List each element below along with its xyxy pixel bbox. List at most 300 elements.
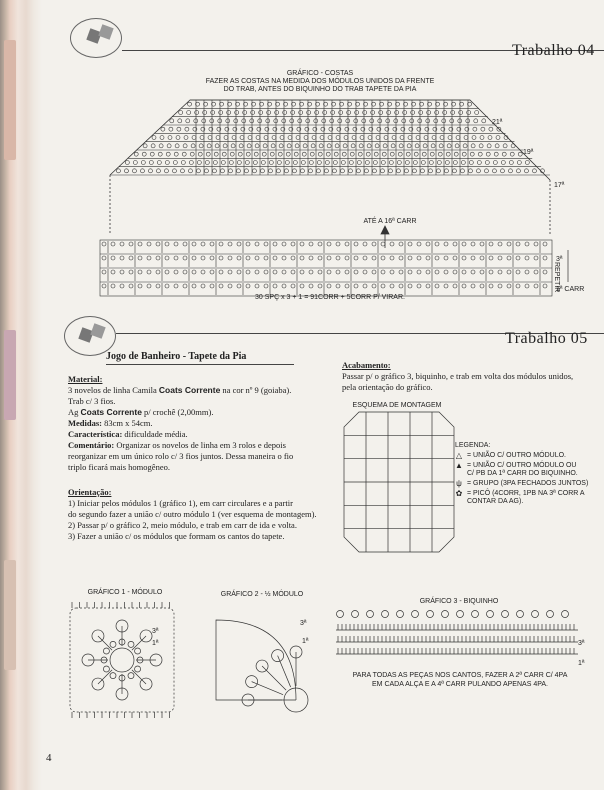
chain-stitch (263, 144, 267, 148)
chain-stitch (103, 648, 109, 654)
chain-stitch (273, 242, 277, 246)
chain-stitch (316, 169, 320, 173)
chain-stitch (173, 161, 177, 165)
chain-stitch (210, 256, 214, 260)
chain-stitch (381, 284, 385, 288)
chain-stitch (502, 152, 506, 156)
legend (455, 442, 603, 508)
chain-stitch (219, 256, 223, 260)
chain-stitch (343, 144, 347, 148)
esquema-montagem (344, 412, 454, 552)
picot-stitch (412, 611, 419, 618)
chain-stitch (197, 161, 201, 165)
chain-stitch (264, 284, 268, 288)
legend-item-3 (455, 480, 603, 488)
chain-stitch (248, 136, 252, 140)
chain-stitch (201, 256, 205, 260)
picot-stitch (427, 611, 434, 618)
section-title-mid: Trabalho 05 (505, 330, 588, 347)
chain-stitch (340, 169, 344, 173)
chain-stitch (111, 270, 115, 274)
chain-stitch (407, 144, 411, 148)
chain-stitch (334, 152, 338, 156)
chain-stitch (300, 242, 304, 246)
chain-stitch (188, 169, 192, 173)
chain-stitch (462, 152, 466, 156)
chain-stitch (167, 144, 171, 148)
chain-stitch (264, 242, 268, 246)
picot-stitch (517, 611, 524, 618)
chain-stitch (495, 144, 499, 148)
chain-stitch (237, 284, 241, 288)
article-title (106, 351, 246, 362)
chain-stitch (170, 119, 174, 123)
chain-stitch (264, 256, 268, 260)
chain-stitch (351, 144, 355, 148)
chain-stitch (125, 161, 129, 165)
chain-stitch (210, 270, 214, 274)
chain-stitch (462, 284, 466, 288)
chain-stitch (347, 111, 351, 115)
chain-stitch (259, 111, 263, 115)
chain-stitch (412, 169, 416, 173)
chain-stitch (288, 136, 292, 140)
chain-stitch (417, 284, 421, 288)
chain-stitch (387, 111, 391, 115)
costas-row-1: 1ª CARR (556, 286, 585, 293)
chain-stitch (138, 284, 142, 288)
picot-stitch (472, 611, 479, 618)
chain-stitch (397, 161, 401, 165)
chain-stitch (509, 161, 513, 165)
chain-stitch (165, 284, 169, 288)
chain-stitch (480, 284, 484, 288)
chain-stitch (471, 144, 475, 148)
chain-stitch (404, 169, 408, 173)
spoke-stitch (262, 666, 286, 690)
chain-stitch (516, 256, 520, 260)
material-line-3a: Ag (68, 407, 81, 417)
picot-stitch (562, 611, 569, 618)
chain-stitch (416, 136, 420, 140)
chain-stitch (336, 270, 340, 274)
chain-stitch (336, 242, 340, 246)
chain-stitch (453, 284, 457, 288)
chain-stitch (141, 161, 145, 165)
chain-stitch (174, 270, 178, 274)
chain-stitch (349, 161, 353, 165)
chain-stitch (525, 161, 529, 165)
chain-stitch (231, 144, 235, 148)
chain-stitch (488, 136, 492, 140)
chain-stitch (435, 284, 439, 288)
picot-stitch (532, 611, 539, 618)
chain-stitch (534, 284, 538, 288)
chain-stitch (462, 242, 466, 246)
caracteristica-value: dificuldade média. (122, 429, 188, 439)
chain-stitch (372, 284, 376, 288)
article-title-text: Jogo de Banheiro - Tapete da Pia (106, 351, 247, 362)
chain-stitch (264, 270, 268, 274)
chain-stitch (278, 152, 282, 156)
chain-stitch (360, 136, 364, 140)
grafico3-note-1: PARA TODAS AS PEÇAS NOS CANTOS, FAZER A 2ª CARR C/ 4PA (352, 672, 568, 679)
legend-item-4 (455, 490, 603, 506)
material-line-3b: p/ crochê (2,00mm). (141, 407, 214, 417)
chain-stitch (174, 152, 178, 156)
chain-stitch (359, 144, 363, 148)
chain-stitch (366, 152, 370, 156)
chain-stitch (372, 256, 376, 260)
chain-stitch (251, 111, 255, 115)
chain-stitch (158, 152, 162, 156)
chain-stitch (525, 242, 529, 246)
chain-stitch (471, 270, 475, 274)
chain-stitch (192, 242, 196, 246)
chain-stitch (363, 111, 367, 115)
chain-stitch (236, 169, 240, 173)
chain-stitch (219, 242, 223, 246)
filled-triangle-icon: ▲ (455, 461, 463, 470)
legend-item-2-line-2: C/ PB DA 1ª CARR DO BIQUINHO. (467, 470, 578, 477)
chain-stitch (282, 256, 286, 260)
chain-stitch (253, 161, 257, 165)
chain-stitch (498, 270, 502, 274)
chain-stitch (302, 152, 306, 156)
chain-stitch (543, 270, 547, 274)
chain-stitch (489, 127, 493, 131)
chain-stitch (440, 136, 444, 140)
chain-stitch (286, 152, 290, 156)
chain-stitch (203, 111, 207, 115)
chain-stitch (319, 144, 323, 148)
chain-stitch (345, 284, 349, 288)
chain-stitch (271, 144, 275, 148)
costas-note-1: FAZER AS COSTAS NA MEDIDA DOS MÓDULOS UNIDOS DA FRENTE (205, 78, 435, 85)
grafico1-row3: 3ª (152, 628, 159, 635)
grafico3-note-2: EM CADA ALÇA E A 4ª CARR PULANDO APENAS 4PA. (372, 681, 548, 688)
caracteristica-label: Característica: (68, 429, 123, 439)
chain-stitch (186, 119, 190, 123)
chain-stitch (219, 270, 223, 274)
chain-stitch (332, 169, 336, 173)
chain-stitch (246, 242, 250, 246)
chain-stitch (128, 673, 134, 679)
picot-stitch (382, 611, 389, 618)
chain-stitch (363, 270, 367, 274)
grafico1-row1: 1ª (152, 640, 159, 647)
picot-stitch (367, 611, 374, 618)
picot-stitch (457, 611, 464, 618)
chain-stitch (166, 152, 170, 156)
chain-stitch (392, 136, 396, 140)
chain-stitch (309, 256, 313, 260)
chain-stitch (174, 242, 178, 246)
chain-stitch (375, 144, 379, 148)
chain-stitch (399, 242, 403, 246)
chain-stitch (129, 284, 133, 288)
chain-stitch (525, 270, 529, 274)
chain-stitch (192, 256, 196, 260)
chain-stitch (303, 144, 307, 148)
chain-stitch (156, 169, 160, 173)
chain-stitch (400, 136, 404, 140)
chain-stitch (183, 270, 187, 274)
chain-stitch (157, 161, 161, 165)
grafico2-title: GRÁFICO 2 - ½ MÓDULO (220, 591, 304, 598)
chain-stitch (311, 144, 315, 148)
chain-stitch (282, 270, 286, 274)
chain-stitch (177, 127, 181, 131)
chain-stitch (280, 136, 284, 140)
chain-stitch (390, 242, 394, 246)
chain-stitch (102, 270, 106, 274)
chain-stitch (318, 152, 322, 156)
chain-stitch (159, 144, 163, 148)
chain-stitch (244, 169, 248, 173)
chain-stitch (461, 161, 465, 165)
spoke-stitch (278, 656, 291, 687)
chain-stitch (213, 161, 217, 165)
chain-stitch (382, 152, 386, 156)
chain-stitch (480, 256, 484, 260)
chain-stitch (471, 242, 475, 246)
chain-stitch (390, 152, 394, 156)
comentario-line-3: triplo ficará mais homogêneo. (68, 462, 170, 472)
chain-stitch (471, 256, 475, 260)
chain-stitch (335, 144, 339, 148)
chain-stitch (120, 256, 124, 260)
chain-stitch (284, 169, 288, 173)
chain-stitch (357, 161, 361, 165)
chain-stitch (318, 284, 322, 288)
chain-stitch (437, 161, 441, 165)
chain-stitch (390, 256, 394, 260)
chain-stitch (354, 270, 358, 274)
costas-row-19: 19ª (523, 149, 534, 156)
chain-stitch (445, 161, 449, 165)
chain-stitch (120, 284, 124, 288)
chain-stitch (534, 242, 538, 246)
chain-stitch (355, 111, 359, 115)
chain-stitch (339, 111, 343, 115)
chain-stitch (195, 111, 199, 115)
section-title-top: Trabalho 04 (512, 42, 595, 59)
chain-stitch (164, 169, 168, 173)
chain-stitch (309, 270, 313, 274)
chain-stitch (102, 242, 106, 246)
chain-stitch (444, 242, 448, 246)
chain-stitch (399, 144, 403, 148)
chain-stitch (341, 161, 345, 165)
comentario-line-2: reorganizar em um único rolo c/ 3 fios juntos. Dessa maneira o fio (68, 451, 294, 461)
section-logo-mid (64, 316, 116, 356)
chain-stitch (456, 136, 460, 140)
chain-stitch (207, 144, 211, 148)
chain-stitch (270, 152, 274, 156)
chain-stitch (255, 284, 259, 288)
picot-stitch (547, 611, 554, 618)
chain-stitch (389, 161, 393, 165)
chain-stitch (291, 270, 295, 274)
chain-stitch (273, 284, 277, 288)
chain-stitch (304, 136, 308, 140)
chain-stitch (420, 169, 424, 173)
chain-stitch (525, 284, 529, 288)
chain-stitch (116, 169, 120, 173)
chain-stitch (201, 242, 205, 246)
chain-stitch (174, 256, 178, 260)
chain-stitch (246, 152, 250, 156)
chain-stitch (276, 169, 280, 173)
chain-stitch (367, 144, 371, 148)
chain-stitch (507, 242, 511, 246)
chain-stitch (376, 136, 380, 140)
chain-stitch (510, 152, 514, 156)
chain-stitch (477, 161, 481, 165)
chain-stitch (435, 270, 439, 274)
chain-stitch (462, 270, 466, 274)
chain-stitch (399, 256, 403, 260)
chain-stitch (373, 161, 377, 165)
chain-stitch (264, 136, 268, 140)
chain-stitch (133, 161, 137, 165)
chain-stitch (211, 111, 215, 115)
chain-stitch (120, 242, 124, 246)
medidas-value: 83cm x 54cm. (102, 418, 153, 428)
chain-stitch (210, 242, 214, 246)
chain-stitch (381, 270, 385, 274)
chain-stitch (503, 144, 507, 148)
chain-stitch (318, 242, 322, 246)
chain-stitch (292, 169, 296, 173)
costas-chart (0, 0, 604, 320)
chain-stitch (348, 169, 352, 173)
chain-stitch (391, 144, 395, 148)
chain-stitch (198, 152, 202, 156)
chain-stitch (269, 161, 273, 165)
chain-stitch (323, 111, 327, 115)
chain-stitch (417, 256, 421, 260)
chain-stitch (135, 666, 141, 672)
chain-stitch (408, 270, 412, 274)
chain-stitch (414, 152, 418, 156)
chain-stitch (287, 144, 291, 148)
chain-stitch (255, 256, 259, 260)
chain-stitch (246, 256, 250, 260)
chain-stitch (429, 161, 433, 165)
material-block (68, 374, 338, 473)
chain-stitch (342, 152, 346, 156)
chain-stitch (388, 169, 392, 173)
chain-stitch (268, 169, 272, 173)
chain-stitch (128, 641, 134, 647)
material-heading: Material: (68, 374, 103, 384)
chain-stitch (190, 152, 194, 156)
chain-stitch (312, 136, 316, 140)
costas-note-2: DO TRAB, ANTES DO BIQUINHO DO TRAB TAPETE DA PIA (223, 86, 417, 93)
chain-stitch (327, 270, 331, 274)
chain-stitch (301, 161, 305, 165)
chain-stitch (176, 136, 180, 140)
chain-stitch (262, 152, 266, 156)
chain-stitch (435, 256, 439, 260)
chain-stitch (318, 270, 322, 274)
chain-stitch (453, 270, 457, 274)
chain-stitch (426, 256, 430, 260)
chain-stitch (267, 111, 271, 115)
chain-stitch (165, 270, 169, 274)
chain-stitch (336, 256, 340, 260)
chain-stitch (381, 161, 385, 165)
chain-stitch (481, 127, 485, 131)
chain-stitch (363, 284, 367, 288)
chain-stitch (143, 144, 147, 148)
chain-stitch (472, 136, 476, 140)
chain-stitch (152, 136, 156, 140)
chain-stitch (426, 284, 430, 288)
acabamento-line-1: Passar p/ o gráfico 3, biquinho, e trab em volta dos módulos unidos, (342, 371, 574, 381)
chain-stitch (228, 270, 232, 274)
chain-stitch (229, 161, 233, 165)
chain-stitch (463, 144, 467, 148)
chain-stitch (147, 256, 151, 260)
chain-stitch (237, 242, 241, 246)
chain-stitch (283, 111, 287, 115)
chain-stitch (470, 152, 474, 156)
chain-stitch (147, 270, 151, 274)
chain-stitch (374, 152, 378, 156)
chain-stitch (196, 169, 200, 173)
chain-stitch (187, 111, 191, 115)
chain-stitch (480, 270, 484, 274)
chain-stitch (219, 284, 223, 288)
chain-stitch (447, 144, 451, 148)
chain-stitch (208, 136, 212, 140)
chain-stitch (336, 284, 340, 288)
chain-stitch (455, 144, 459, 148)
chain-stitch (178, 119, 182, 123)
chain-stitch (428, 169, 432, 173)
chain-stitch (467, 111, 471, 115)
chain-stitch (336, 136, 340, 140)
chain-stitch (192, 270, 196, 274)
open-triangle-icon: △ (455, 451, 463, 460)
chain-stitch (156, 256, 160, 260)
chain-stitch (138, 242, 142, 246)
chain-stitch (309, 284, 313, 288)
chain-stitch (138, 270, 142, 274)
chain-stitch (524, 169, 528, 173)
brand-coats-1: Coats Corrente (158, 385, 221, 395)
costas-ate-label: ATÉ A 16ª CARR (363, 218, 417, 225)
chain-stitch (111, 256, 115, 260)
chain-stitch (300, 270, 304, 274)
chain-stitch (325, 161, 329, 165)
chain-stitch (111, 242, 115, 246)
chain-stitch (444, 256, 448, 260)
chain-stitch (256, 136, 260, 140)
chain-stitch (358, 152, 362, 156)
chain-stitch (408, 242, 412, 246)
chain-stitch (354, 242, 358, 246)
chain-stitch (110, 641, 116, 647)
chain-stitch (525, 256, 529, 260)
chain-stitch (516, 242, 520, 246)
chain-stitch (453, 161, 457, 165)
chain-stitch (435, 242, 439, 246)
chain-stitch (161, 127, 165, 131)
